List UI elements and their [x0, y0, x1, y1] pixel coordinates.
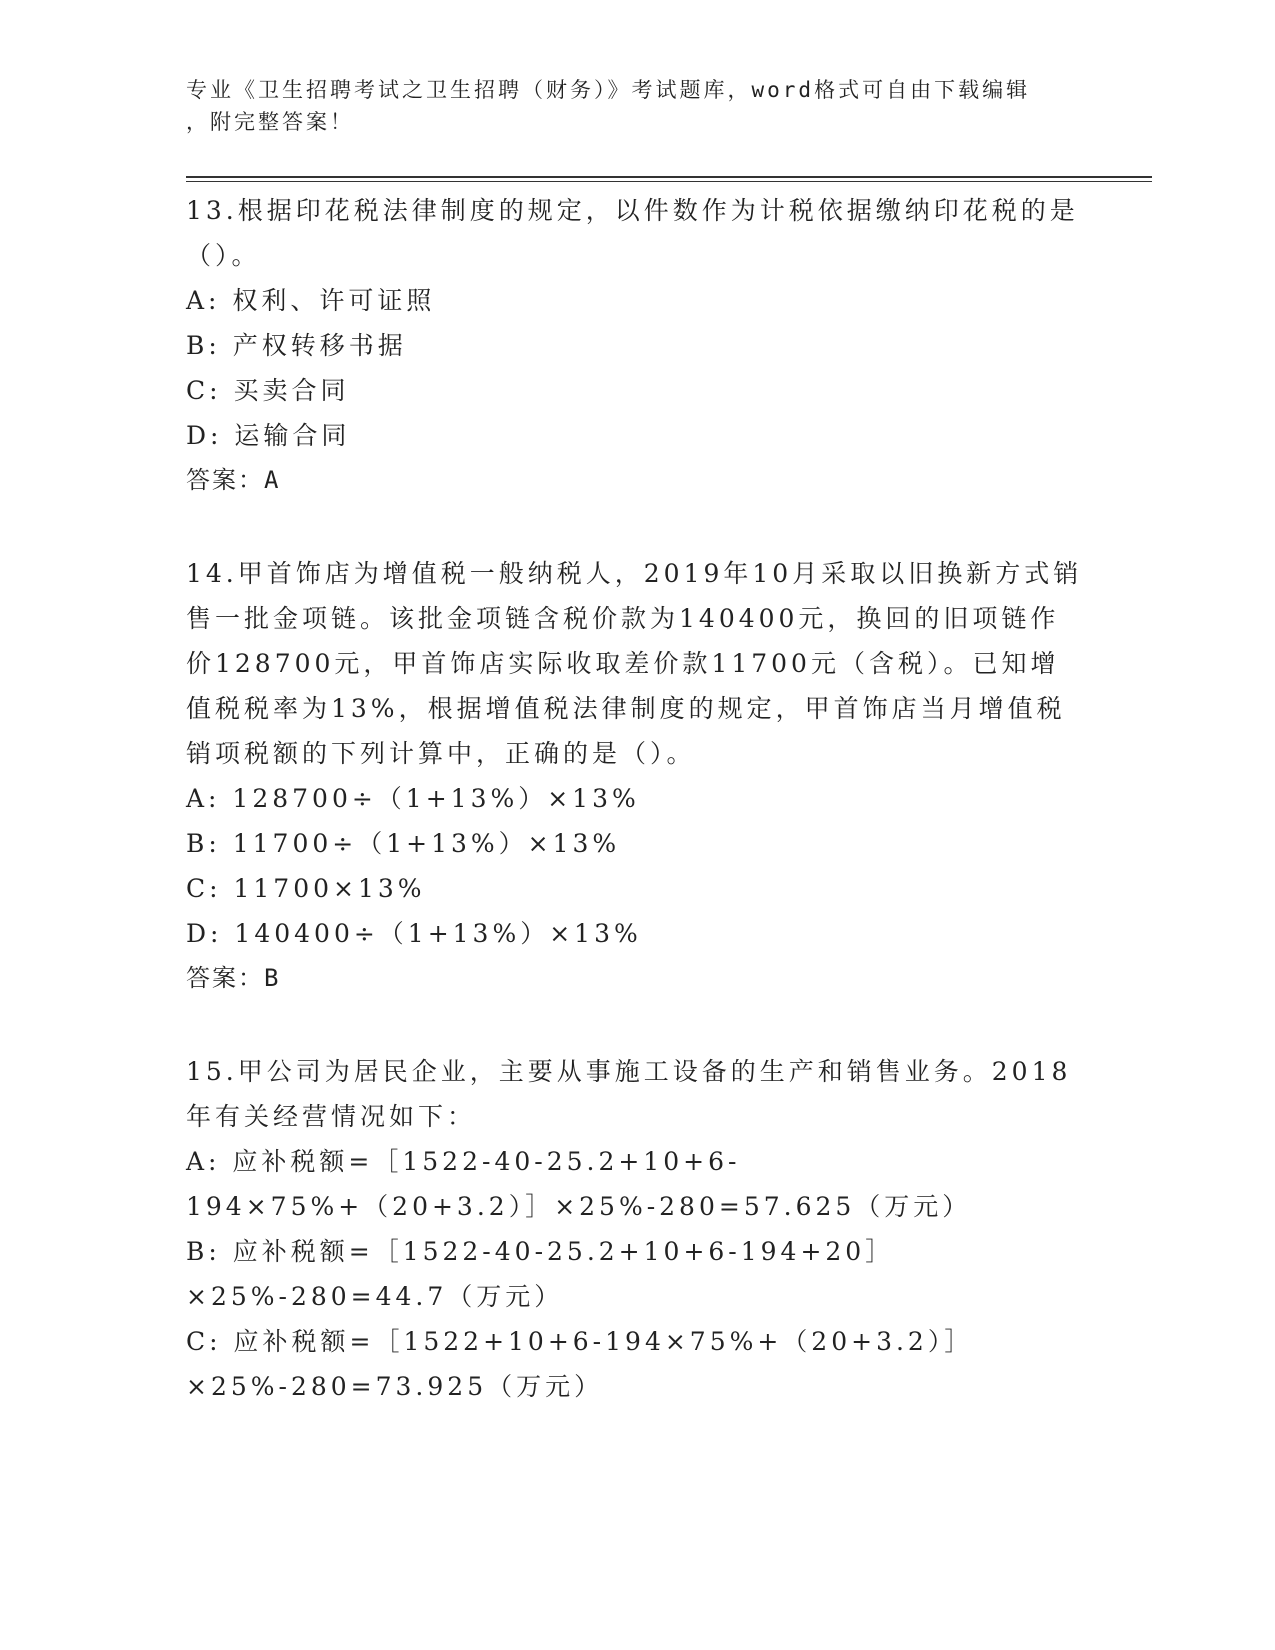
header-line-1: 专业《卫生招聘考试之卫生招聘（财务）》考试题库，word格式可自由下载编辑 [186, 78, 1031, 102]
question-stem: 13.根据印花税法律制度的规定，以件数作为计税依据缴纳印花税的是（）。 [186, 196, 1079, 270]
question-spacer [186, 1001, 1086, 1049]
option-b: B: 应补税额=［1522-40-25.2+10+6-194+20］×25%-280=44.7（万元） [186, 1237, 895, 1311]
question-stem: 15.甲公司为居民企业，主要从事施工设备的生产和销售业务。2018年有关经营情况如下： [186, 1057, 1072, 1131]
option-c: C: 应补税额=［1522+10+6-194×75%+（20+3.2）］×25%-280=73.925（万元） [186, 1327, 974, 1401]
option-b: B: 11700÷（1+13%）×13% [186, 829, 621, 858]
question-15 [186, 1049, 1086, 1409]
question-14 [186, 551, 1086, 1001]
option-a: A: 128700÷（1+13%）×13% [186, 784, 640, 813]
option-c: C: 买卖合同 [186, 376, 350, 405]
page-header [186, 74, 1086, 138]
header-divider [186, 176, 1152, 178]
option-c: C: 11700×13% [186, 874, 426, 903]
option-d: D: 140400÷（1+13%）×13% [186, 919, 642, 948]
header-line-2: ，附完整答案！ [186, 110, 354, 134]
option-a: A: 权利、许可证照 [186, 286, 436, 315]
header-divider-thin [186, 181, 1152, 182]
question-13 [186, 188, 1086, 503]
question-list [186, 188, 1086, 1409]
question-spacer [186, 503, 1086, 551]
option-a: A: 应补税额=［1522-40-25.2+10+6-194×75%+（20+3.2）］×25%-280=57.625（万元） [186, 1147, 972, 1221]
question-stem: 14.甲首饰店为增值税一般纳税人，2019年10月采取以旧换新方式销售一批金项链。该批金项链含税价款为140400元，换回的旧项链作价128700元，甲首饰店实际收取差价款11700元（含税）。已知增值税税率为13%，根据增值税法律制度的规定，甲首饰店当月增值税销项税额的下列计算中，正确的是（）。 [186, 559, 1083, 768]
option-d: D: 运输合同 [186, 421, 351, 450]
answer-label: 答案：B [186, 964, 281, 992]
answer-label: 答案：A [186, 466, 281, 494]
option-b: B: 产权转移书据 [186, 331, 407, 360]
